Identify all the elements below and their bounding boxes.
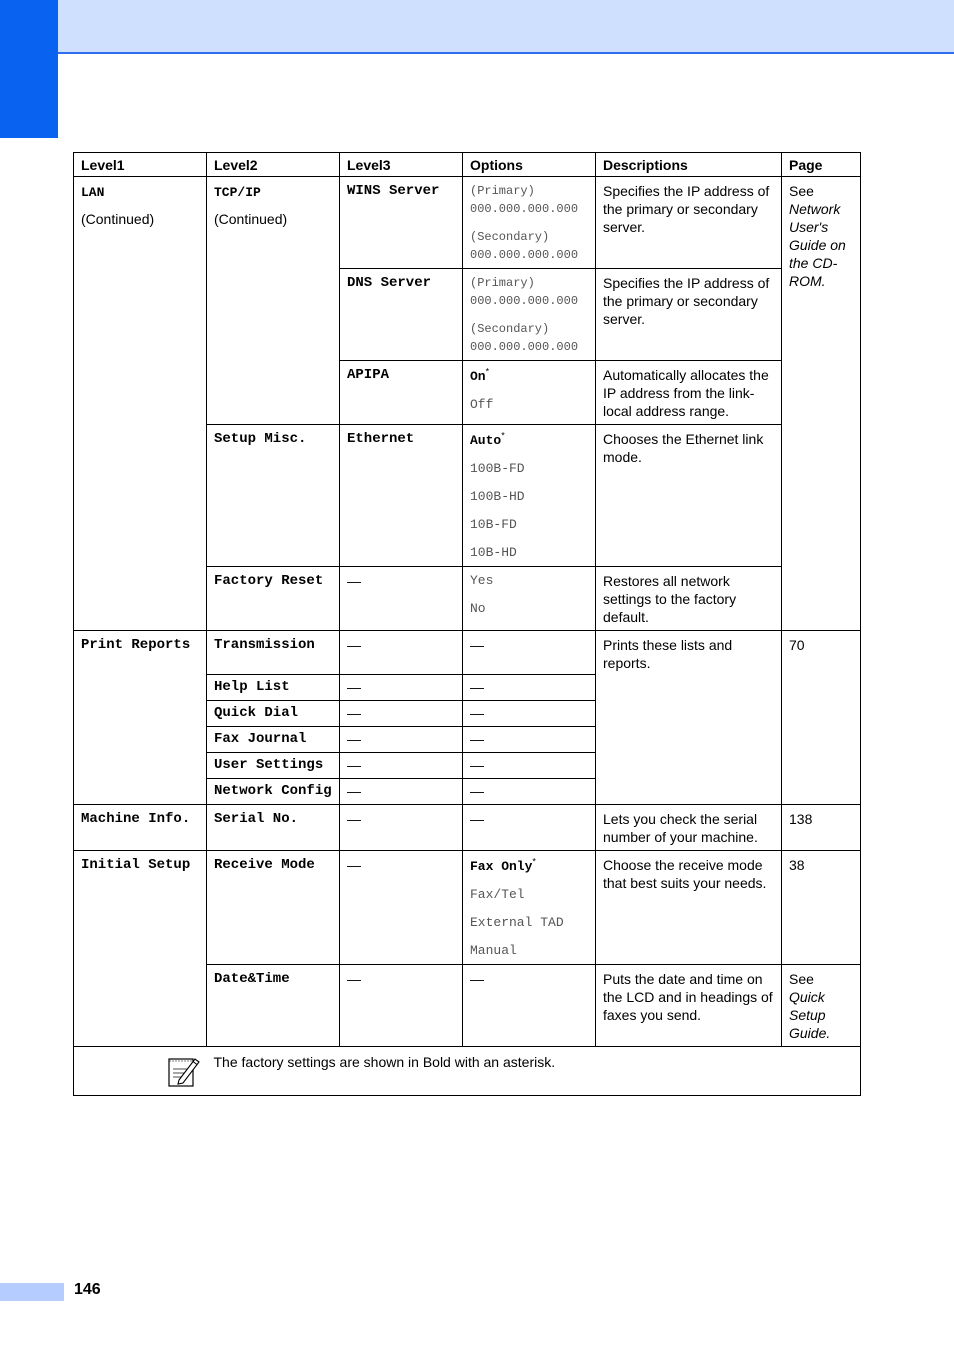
page-number-strip — [0, 1283, 64, 1301]
page-serial-no: 138 — [782, 805, 861, 851]
wins-secondary-label: (Secondary) — [470, 230, 550, 244]
page-see: See — [789, 183, 814, 199]
note-icon-cell — [74, 1047, 207, 1096]
page-print-reports: 70 — [782, 631, 861, 805]
level2-date-time: Date&Time — [207, 965, 340, 1047]
rm-fax-only: Fax Only — [470, 859, 533, 874]
eth-10b-hd: 10B-HD — [470, 545, 517, 560]
level3-wins-server: WINS Server — [340, 177, 463, 269]
dns-secondary-value: 000.000.000.000 — [470, 340, 579, 354]
level3-apipa: APIPA — [340, 361, 463, 425]
level3-network-config: — — [340, 779, 463, 805]
eth-100b-fd: 100B-FD — [470, 461, 525, 476]
options-help-list: — — [463, 675, 596, 701]
level2-setup-misc: Setup Misc. — [207, 425, 340, 567]
options-transmission: — — [463, 631, 596, 675]
menu-table — [73, 152, 861, 1096]
level3-quick-dial: — — [340, 701, 463, 727]
header-level2: Level2 — [207, 153, 340, 177]
table-row — [74, 851, 861, 965]
page-reference: Network User's Guide on the CD-ROM. — [789, 201, 846, 289]
level2-fax-journal: Fax Journal — [207, 727, 340, 753]
eth-100b-hd: 100B-HD — [470, 489, 525, 504]
level2-user-settings: User Settings — [207, 753, 340, 779]
note-row — [74, 1047, 861, 1096]
level3-date-time: — — [340, 965, 463, 1047]
apipa-on: On — [470, 369, 486, 384]
wins-secondary-value: 000.000.000.000 — [470, 248, 579, 262]
table-row — [74, 177, 861, 269]
level1-lan: LAN — [81, 185, 105, 200]
desc-wins: Specifies the IP address of the primary or secondary server. — [596, 177, 782, 269]
factory-no: No — [470, 601, 486, 616]
options-wins — [463, 177, 596, 269]
level2-continued: (Continued) — [214, 211, 288, 227]
desc-print-reports: Prints these lists and reports. — [596, 631, 782, 805]
level3-user-settings: — — [340, 753, 463, 779]
desc-ethernet: Chooses the Ethernet link mode. — [596, 425, 782, 567]
options-quick-dial: — — [463, 701, 596, 727]
rm-fax-tel: Fax/Tel — [470, 887, 525, 902]
eth-10b-fd: 10B-FD — [470, 517, 517, 532]
rm-external-tad: External TAD — [470, 915, 564, 930]
desc-dns: Specifies the IP address of the primary or secondary server. — [596, 269, 782, 361]
level2-factory-reset: Factory Reset — [207, 567, 340, 631]
factory-yes: Yes — [470, 573, 494, 588]
level3-dns-server: DNS Server — [340, 269, 463, 361]
eth-auto-option — [470, 430, 589, 450]
level3-factory: — — [340, 567, 463, 631]
options-serial-no: — — [463, 805, 596, 851]
header-page: Page — [782, 153, 861, 177]
options-dns — [463, 269, 596, 361]
options-date-time: — — [463, 965, 596, 1047]
note-pencil-icon — [165, 1053, 201, 1089]
desc-date-time: Puts the date and time on the LCD and in headings of faxes you send. — [596, 965, 782, 1047]
table-row — [74, 631, 861, 675]
level3-transmission: — — [340, 631, 463, 675]
header-descriptions: Descriptions — [596, 153, 782, 177]
dns-primary-value: 000.000.000.000 — [470, 294, 579, 308]
desc-serial-no: Lets you check the serial number of your machine. — [596, 805, 782, 851]
eth-auto: Auto — [470, 433, 502, 448]
options-factory — [463, 567, 596, 631]
rm-manual: Manual — [470, 943, 517, 958]
options-receive-mode — [463, 851, 596, 965]
page-receive-mode: 38 — [782, 851, 861, 965]
options-fax-journal: — — [463, 727, 596, 753]
desc-factory: Restores all network settings to the factory default. — [596, 567, 782, 631]
apipa-off: Off — [470, 397, 494, 412]
page-number: 146 — [74, 1281, 101, 1298]
level3-fax-journal: — — [340, 727, 463, 753]
options-ethernet — [463, 425, 596, 567]
note-text: The factory settings are shown in Bold with an asterisk. — [207, 1047, 861, 1096]
level3-serial-no: — — [340, 805, 463, 851]
options-user-settings: — — [463, 753, 596, 779]
default-asterisk: * — [501, 430, 505, 441]
level2-quick-dial: Quick Dial — [207, 701, 340, 727]
level1-initial-setup: Initial Setup — [74, 851, 207, 1047]
level2-transmission: Transmission — [207, 631, 340, 675]
level2-tcpip: TCP/IP — [214, 185, 261, 200]
dt-page-reference: Quick Setup Guide. — [789, 989, 831, 1041]
cell-lan — [74, 177, 207, 631]
level2-serial-no: Serial No. — [207, 805, 340, 851]
options-apipa — [463, 361, 596, 425]
cell-tcpip — [207, 177, 340, 425]
header-level1: Level1 — [74, 153, 207, 177]
wins-primary-value: 000.000.000.000 — [470, 202, 579, 216]
default-asterisk: * — [532, 856, 536, 867]
level1-machine-info: Machine Info. — [74, 805, 207, 851]
default-asterisk: * — [485, 366, 490, 377]
wins-primary-label: (Primary) — [470, 184, 535, 198]
header-band — [0, 0, 954, 54]
level2-receive-mode: Receive Mode — [207, 851, 340, 965]
dt-page-see: See — [789, 971, 814, 987]
level2-network-config: Network Config — [207, 779, 340, 805]
level3-ethernet: Ethernet — [340, 425, 463, 567]
dns-secondary-label: (Secondary) — [470, 322, 550, 336]
rm-fax-only-option — [470, 856, 589, 876]
level3-help-list: — — [340, 675, 463, 701]
options-network-config: — — [463, 779, 596, 805]
header-row — [74, 153, 861, 177]
level1-continued: (Continued) — [81, 211, 155, 227]
dns-primary-label: (Primary) — [470, 276, 535, 290]
apipa-on-option — [470, 366, 589, 386]
desc-apipa: Automatically allocates the IP address from the link-local address range. — [596, 361, 782, 425]
level1-print-reports: Print Reports — [74, 631, 207, 805]
page-date-time — [782, 965, 861, 1047]
level2-help-list: Help List — [207, 675, 340, 701]
table-row — [74, 805, 861, 851]
header-options: Options — [463, 153, 596, 177]
header-level3: Level3 — [340, 153, 463, 177]
cell-page-lan — [782, 177, 861, 631]
level3-receive-mode: — — [340, 851, 463, 965]
chapter-tab — [0, 0, 58, 138]
desc-receive-mode: Choose the receive mode that best suits your needs. — [596, 851, 782, 965]
